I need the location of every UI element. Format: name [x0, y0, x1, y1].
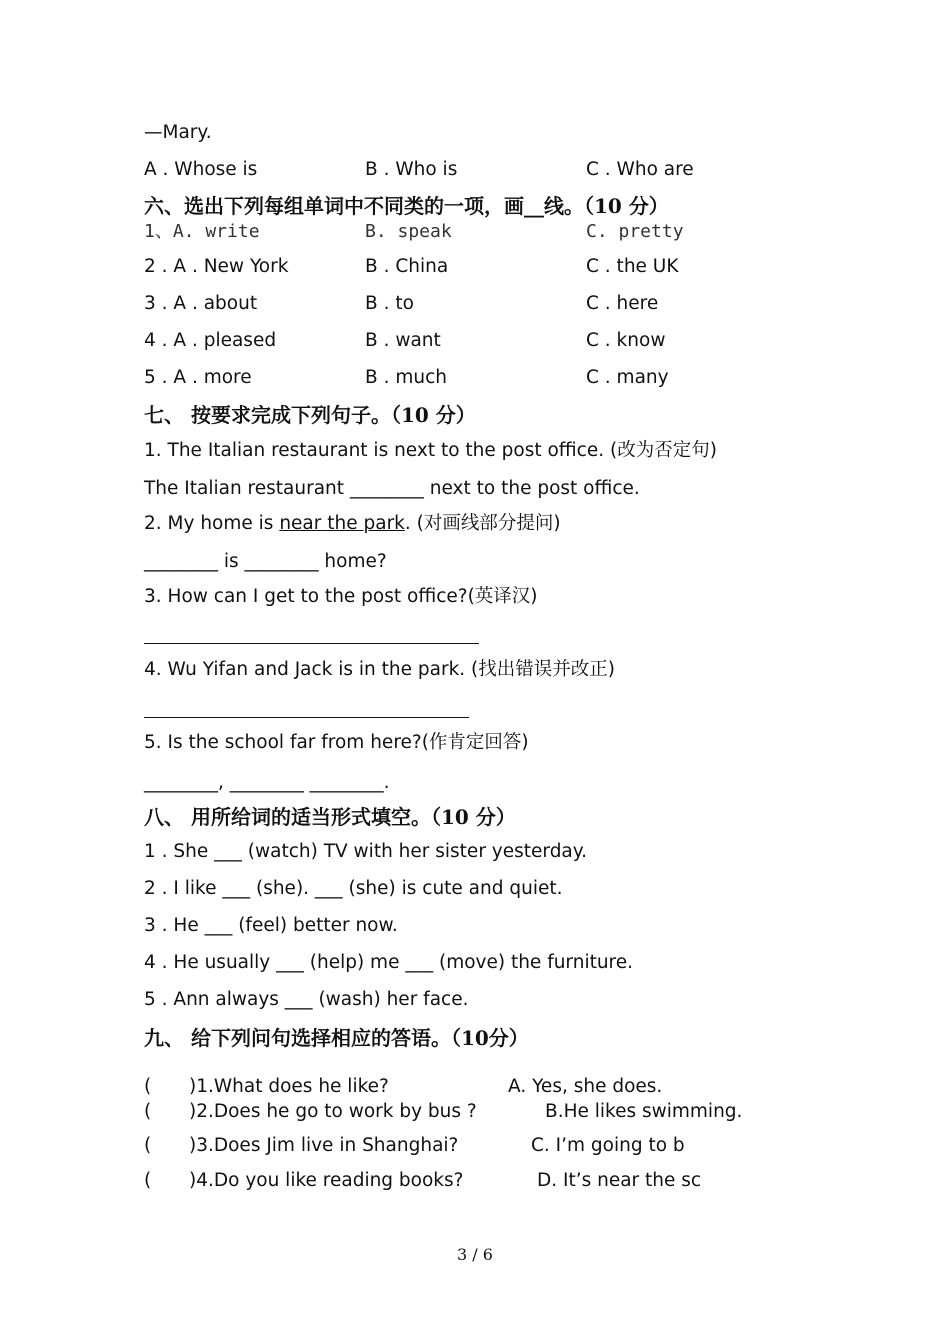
answer-line: —Mary.	[144, 122, 212, 143]
s7-q2: 2. My home is near the park. (对画线部分提问)	[144, 513, 561, 534]
s8-item-3: 3 . He ___ (feel) better now.	[144, 915, 398, 936]
s9-question-3: )3.Does Jim live in Shanghai?	[189, 1135, 459, 1156]
s6-row-2-c: C . the UK	[586, 256, 679, 277]
s6-row-5-c: C . many	[586, 367, 669, 388]
s7-q1-answer: The Italian restaurant ________ next to the post office.	[144, 478, 640, 499]
answer-rule-q3	[144, 643, 479, 644]
s6-row-1-a: 1、A. write	[144, 221, 260, 242]
s7-q5: 5. Is the school far from here?(作肯定回答)	[144, 732, 529, 753]
s9-answer-c: C. I’m going to b	[531, 1135, 685, 1156]
s7-q3: 3. How can I get to the post office?(英译汉)	[144, 586, 538, 607]
s9-paren-1: (	[144, 1076, 152, 1097]
page-number: 3 / 6	[457, 1245, 493, 1264]
s6-row-3-a: 3 . A . about	[144, 293, 258, 314]
s8-item-4: 4 . He usually ___ (help) me ___ (move) the furniture.	[144, 952, 634, 973]
s6-row-5-a: 5 . A . more	[144, 367, 252, 388]
s9-answer-d: D. It’s near the sc	[537, 1170, 702, 1191]
s7-q4: 4. Wu Yifan and Jack is in the park. (找出错误并改正)	[144, 659, 615, 680]
s6-row-1-b: B. speak	[365, 221, 452, 242]
s6-row-4-c: C . know	[586, 330, 666, 351]
s7-q2-answer: ________ is ________ home?	[144, 551, 387, 572]
s9-answer-a: A. Yes, she does.	[508, 1076, 663, 1097]
section-6-title: 六、选出下列每组单词中不同类的一项，画__线。（10 分）	[144, 194, 669, 218]
s9-paren-4: (	[144, 1170, 152, 1191]
underlined-phrase: near the park	[279, 513, 405, 534]
s9-paren-2: (	[144, 1101, 152, 1122]
s6-row-2-b: B . China	[365, 256, 449, 277]
s9-answer-b: B.He likes swimming.	[545, 1101, 743, 1122]
section-7-title: 七、 按要求完成下列句子。（10 分）	[144, 403, 476, 427]
s6-row-5-b: B . much	[365, 367, 447, 388]
s9-question-4: )4.Do you like reading books?	[189, 1170, 464, 1191]
section-9-title: 九、 给下列问句选择相应的答语。（10分）	[144, 1026, 529, 1050]
answer-rule-q4	[144, 717, 469, 718]
s9-paren-3: (	[144, 1135, 152, 1156]
s7-q5-answer: ________, ________ ________.	[144, 772, 390, 793]
s6-row-4-b: B . want	[365, 330, 441, 351]
s7-q1: 1. The Italian restaurant is next to the post office. (改为否定句)	[144, 440, 717, 461]
s9-question-1: )1.What does he like?	[189, 1076, 389, 1097]
s8-item-1: 1 . She ___ (watch) TV with her sister yesterday.	[144, 841, 587, 862]
s6-row-1-c: C. pretty	[586, 221, 684, 242]
section-8-title: 八、 用所给词的适当形式填空。（10 分）	[144, 805, 516, 829]
s6-row-4-a: 4 . A . pleased	[144, 330, 277, 351]
s8-item-5: 5 . Ann always ___ (wash) her face.	[144, 989, 469, 1010]
s8-item-2: 2 . I like ___ (she). ___ (she) is cute and quiet.	[144, 878, 563, 899]
option-c: C . Who are	[586, 159, 694, 180]
s9-question-2: )2.Does he go to work by bus ?	[189, 1101, 477, 1122]
s6-row-3-c: C . here	[586, 293, 659, 314]
option-a: A . Whose is	[144, 159, 258, 180]
option-b: B . Who is	[365, 159, 458, 180]
s6-row-2-a: 2 . A . New York	[144, 256, 289, 277]
s6-row-3-b: B . to	[365, 293, 414, 314]
